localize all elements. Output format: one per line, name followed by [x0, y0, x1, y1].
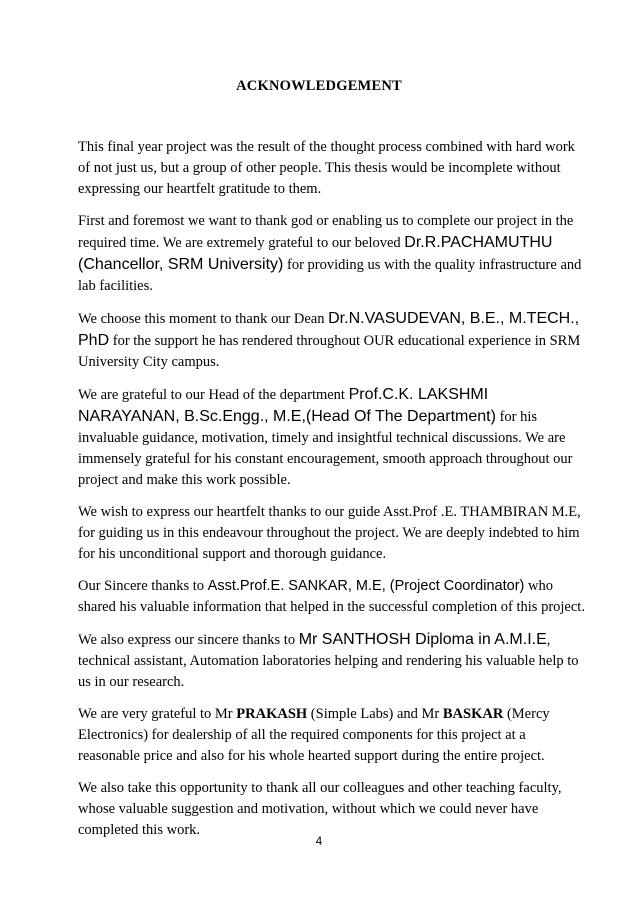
paragraph-text: We also take this opportunity to thank all our colleagues and other teaching faculty, whose valuable suggestion and motivation, without which we could never have completed this work. [78, 780, 562, 838]
paragraph-colleagues [78, 778, 588, 841]
paragraph-text: We wish to express our heartfelt thanks to our guide Asst.Prof .E. THAMBIRAN M.E, for guiding us in this endeavour throughout the project. We are deeply indebted to him for his unconditional support and thorough guidance. [78, 504, 581, 562]
assistant-name: Mr SANTHOSH Diploma in A.M.I.E [298, 631, 547, 648]
supplier-name: BASKAR [442, 706, 504, 722]
page-title: ACKNOWLEDGEMENT [236, 78, 402, 94]
page-number: 4 [315, 836, 323, 848]
paragraph-text: We are grateful to our Head of the department [78, 387, 349, 403]
paragraph-intro [78, 137, 588, 200]
chancellor-name: Dr.R.PACHAMUTHU (Chancellor, SRM University) [78, 234, 553, 273]
paragraph-text: for his invaluable guidance, motivation, timely and insightful technical discussions. We are immensely grateful for his constant encouragement, smooth approach throughout our project and make this work possible. [78, 409, 573, 488]
acknowledgement-body [78, 137, 588, 852]
paragraph-text: , technical assistant, Automation laboratories helping and rendering his valuable help to us in our research. [78, 632, 579, 690]
paragraph-text: Our Sincere thanks to [78, 578, 208, 594]
paragraph-assistant [78, 629, 588, 693]
paragraph-text: We also express our sincere thanks to [78, 632, 299, 648]
paragraph-text: who shared his valuable information that helped in the successful completion of this project. [78, 578, 585, 615]
paragraph-coordinator [78, 576, 588, 618]
hod-name: Prof.C.K. LAKSHMI NARAYANAN, B.Sc.Engg., M.E,(Head Of The Department) [78, 386, 496, 425]
paragraph-text: (Simple Labs) and Mr [307, 706, 443, 722]
paragraph-text: for the support he has rendered throughout OUR educational experience in SRM University City campus. [78, 333, 581, 370]
paragraph-chancellor [78, 211, 588, 297]
paragraph-text: We are very grateful to Mr [78, 706, 237, 722]
paragraph-text: First and foremost we want to thank god or enabling us to complete our project in the required time. We are extremely grateful to our beloved [78, 213, 574, 251]
paragraph-dean [78, 308, 588, 373]
paragraph-text: This final year project was the result of the thought process combined with hard work of not just us, but a group of other people. This thesis would be incomplete without expressing our heartfelt gratitude to them. [78, 139, 575, 197]
paragraph-guide [78, 502, 588, 565]
coordinator-name: Asst.Prof.E. SANKAR, M.E, (Project Coordinator) [207, 578, 525, 594]
dean-name: Dr.N.VASUDEVAN, B.E., M.TECH., PhD [78, 310, 580, 349]
paragraph-text: We choose this moment to thank our Dean [78, 311, 329, 327]
paragraph-suppliers [78, 704, 588, 767]
paragraph-text: (Mercy Electronics) for dealership of all the required components for this project at a reasonable price and also for his whole hearted support during the entire project. [78, 706, 550, 764]
paragraph-text: for providing us with the quality infrastructure and lab facilities. [78, 257, 582, 294]
paragraph-hod [78, 384, 588, 491]
supplier-name: PRAKASH [236, 706, 308, 722]
